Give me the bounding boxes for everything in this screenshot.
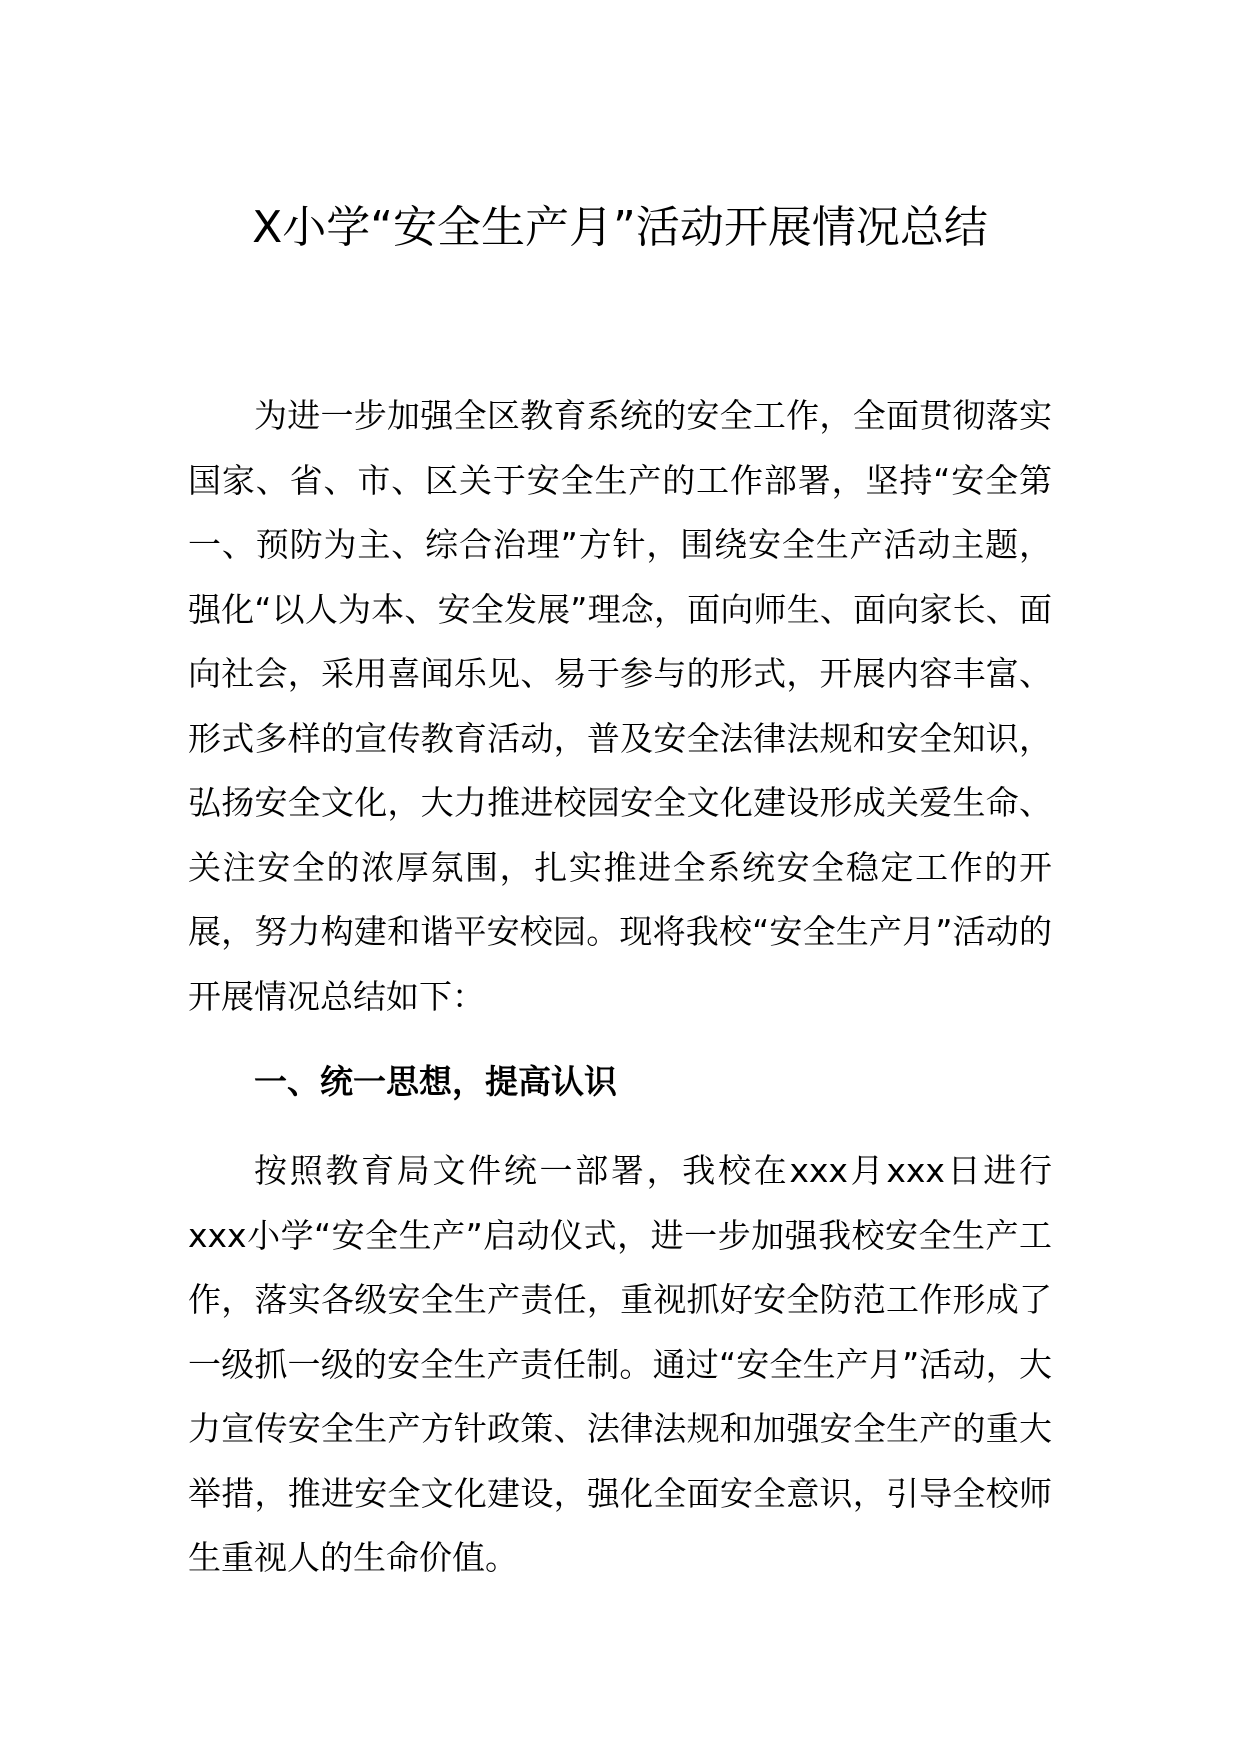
section-1-paragraph: 按照教育局文件统一部署，我校在xxx月xxx日进行xxx小学“安全生产”启动仪式，进一步加强我校安全生产工作，落实各级安全生产责任，重视抓好安全防范工作形成了一级抓一级的安全生产责任制。通过“安全生产月”活动，大力宣传安全生产方针政策、法律法规和加强安全生产的重大举措，推进安全文化建设，强化全面安全意识，引导全校师生重视人的生命价值。 <box>188 1151 1052 1577</box>
section-heading-1: 一、统一思想，提高认识 <box>254 1062 617 1101</box>
intro-paragraph: 为进一步加强全区教育系统的安全工作，全面贯彻落实国家、省、市、区关于安全生产的工作部署，坚持“安全第一、预防为主、综合治理”方针，围绕安全生产活动主题，强化“以人为本、安全发展”理念，面向师生、面向家长、面向社会，采用喜闻乐见、易于参与的形式，开展内容丰富、形式多样的宣传教育活动，普及安全法律法规和安全知识，弘扬安全文化，大力推进校园安全文化建设形成关爱生命、关注安全的浓厚氛围，扎实推进全系统安全稳定工作的开展，努力构建和谐平安校园。现将我校“安全生产月”活动的开展情况总结如下： <box>188 396 1052 1016</box>
document-title: X小学“安全生产月”活动开展情况总结 <box>252 202 988 253</box>
